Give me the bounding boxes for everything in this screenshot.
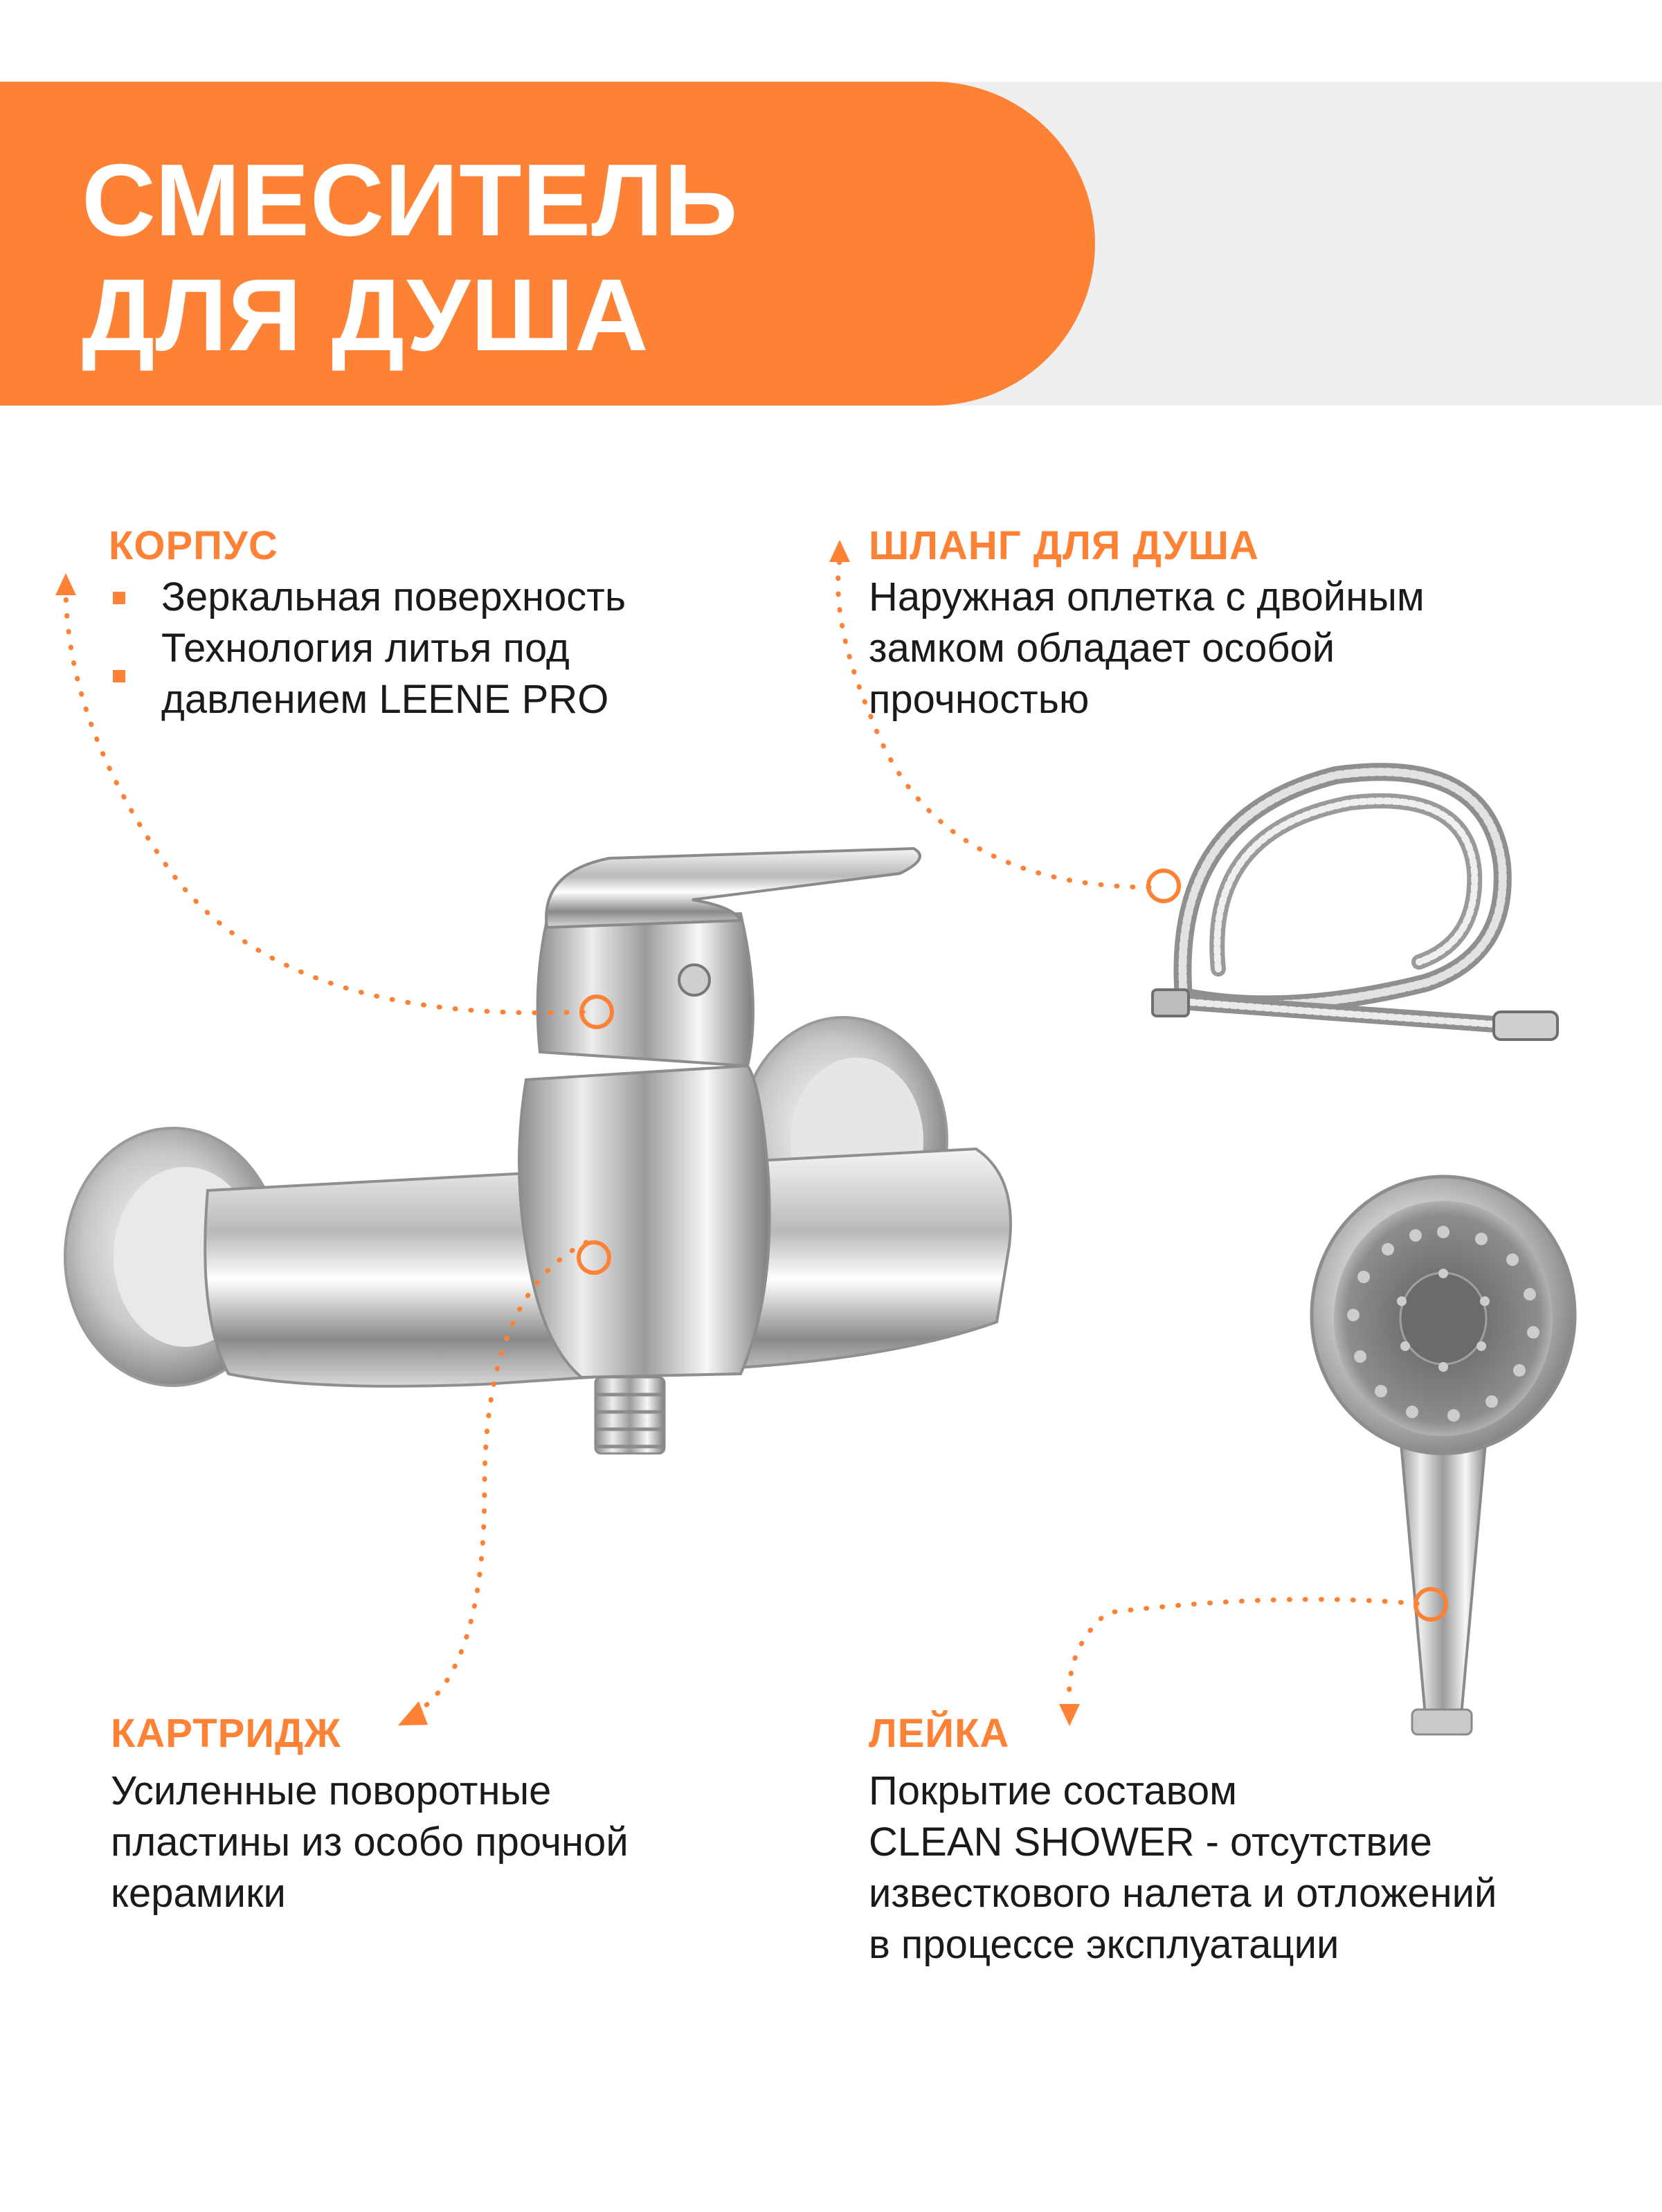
cartridge-text-line-2: пластины из особо прочной xyxy=(111,1820,629,1865)
body-feature-2-line-2: давлением LEENE PRO xyxy=(161,677,609,722)
shower-head-image xyxy=(1312,1177,1575,1734)
bullet-square-icon xyxy=(113,592,125,604)
shower-head-heading: ЛЕЙКА xyxy=(869,1711,1010,1756)
shower-head-text-line-3: известкового налета и отложений xyxy=(869,1871,1497,1916)
arrow-up-icon xyxy=(55,573,76,595)
bullet-square-icon xyxy=(113,670,125,682)
arrow-up-icon xyxy=(829,540,850,562)
arrow-down-icon xyxy=(1059,1704,1080,1726)
hose-text-line-1: Наружная оплетка с двойным xyxy=(869,574,1425,619)
page-title-line-2: ДЛЯ ДУША xyxy=(82,258,649,372)
hose-text-line-3: прочностью xyxy=(869,677,1090,722)
body-feature-1: Зеркальная поверхность xyxy=(161,574,626,619)
marker-ring-hose xyxy=(1148,871,1179,901)
mixer-faucet-image xyxy=(65,849,1011,1453)
shower-hose-image xyxy=(1153,772,1557,1040)
shower-head-text-line-1: Покрытие составом xyxy=(869,1768,1237,1813)
page-title-line-1: СМЕСИТЕЛЬ xyxy=(82,143,739,257)
body-feature-2-line-1: Технология литья под xyxy=(161,626,570,671)
hose-heading: ШЛАНГ ДЛЯ ДУША xyxy=(869,523,1259,568)
cartridge-text-line-1: Усиленные поворотные xyxy=(111,1768,552,1813)
hose-text-line-2: замком обладает особой xyxy=(869,626,1335,671)
shower-head-text-line-2: CLEAN SHOWER - отсутствие xyxy=(869,1820,1432,1865)
cartridge-heading: КАРТРИДЖ xyxy=(111,1711,341,1756)
shower-head-text-line-4: в процессе эксплуатации xyxy=(869,1922,1339,1967)
cartridge-text-line-3: керамики xyxy=(111,1871,286,1916)
arrow-down-left-icon xyxy=(398,1701,428,1725)
body-heading: КОРПУС xyxy=(109,523,278,568)
